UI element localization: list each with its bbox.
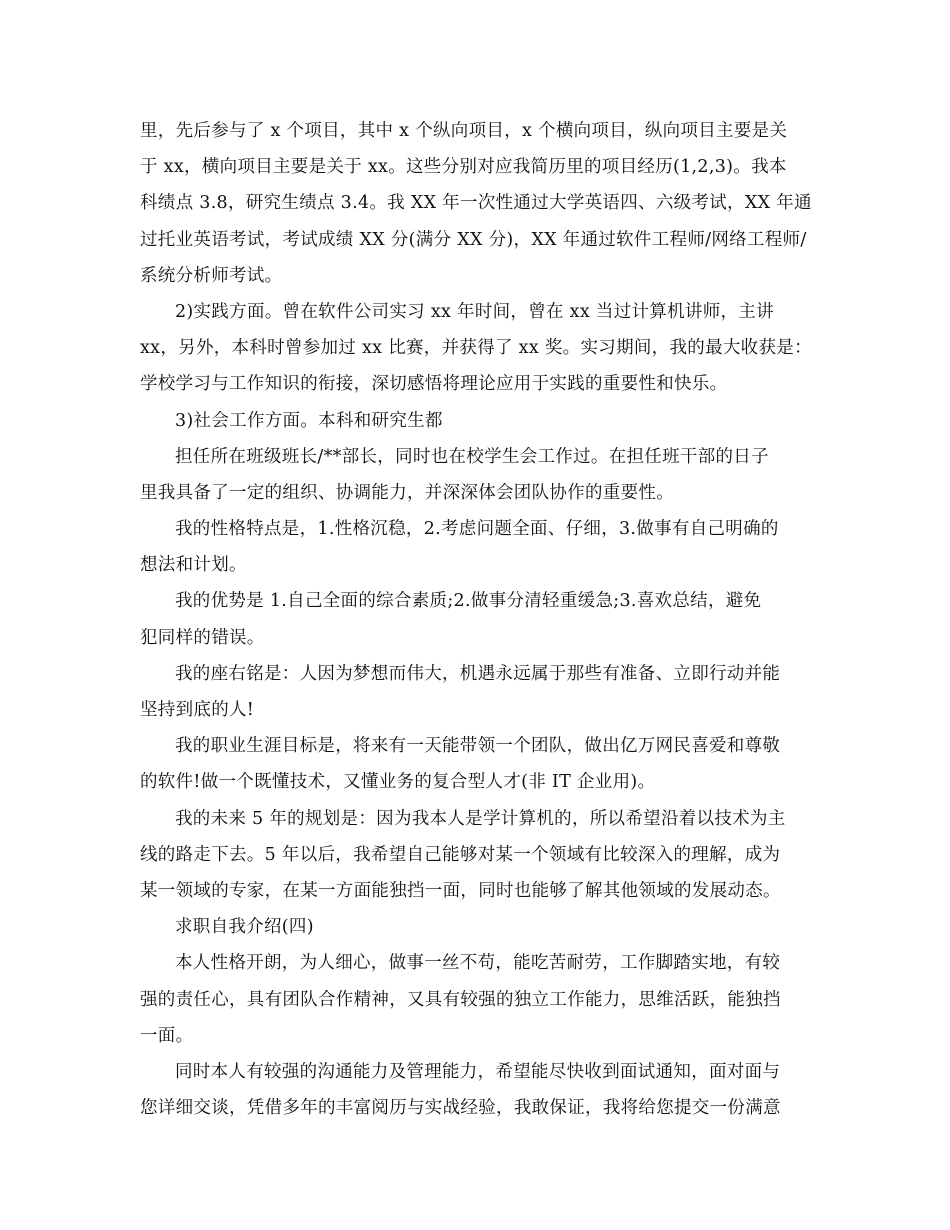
text-line: 我的性格特点是，1.性格沉稳，2.考虑问题全面、仔细，3.做事有自己明确的 — [175, 519, 779, 540]
text-line: 某一领域的专家，在某一方面能独挡一面，同时也能够了解其他领域的发展动态。 — [140, 880, 781, 901]
text-line: 担任所在班级班长/**部长，同时也在校学生会工作过。在担任班干部的日子 — [175, 446, 769, 467]
text-line: 我的座右铭是：人因为梦想而伟大，机遇永远属于那些有准备、立即行动并能 — [175, 663, 781, 684]
text-line: 学校学习与工作知识的衔接，深切感悟将理论应用于实践的重要性和快乐。 — [140, 374, 728, 395]
text-line: xx，另外，本科时曾参加过 xx 比赛，并获得了 xx 奖。实习期间，我的最大收获是： — [140, 338, 812, 359]
text-line: 犯同样的错误。 — [140, 627, 265, 648]
text-line: 一面。 — [140, 1025, 194, 1046]
text-line: 我的未来 5 年的规划是：因为我本人是学计算机的，所以希望沿着以技术为主 — [175, 808, 786, 829]
text-line: 您详细交谈，凭借多年的丰富阅历与实战经验，我敢保证，我将给您提交一份满意 — [140, 1098, 781, 1119]
text-line: 我的职业生涯目标是，将来有一天能带领一个团队，做出亿万网民喜爱和尊敬 — [175, 736, 781, 757]
text-line: 的软件!做一个既懂技术，又懂业务的复合型人才(非 IT 企业用)。 — [140, 772, 656, 793]
text-line: 里，先后参与了 x 个项目，其中 x 个纵向项目，x 个横向项目，纵向项目主要是关 — [140, 121, 788, 141]
text-line: 强的责任心，具有团队合作精神，又具有较强的独立工作能力，思维活跃，能独挡 — [140, 989, 781, 1010]
text-line: 求职自我介绍(四) — [175, 917, 314, 938]
text-line: 线的路走下去。5 年以后，我希望自己能够对某一个领域有比较深入的理解，成为 — [140, 844, 781, 865]
text-line: 坚持到底的人! — [140, 700, 255, 720]
text-line: 里我具备了一定的组织、协调能力，并深深体会团队协作的重要性。 — [140, 482, 674, 503]
text-line: 我的优势是 1.自己全面的综合素质;2.做事分清轻重缓急;3.喜欢总结，避免 — [175, 591, 762, 612]
text-line: 科绩点 3.8，研究生绩点 3.4。我 XX 年一次性通过大学英语四、六级考试，XX 年通 — [140, 193, 812, 214]
text-line: 本人性格开朗，为人细心，做事一丝不苟，能吃苦耐劳，工作脚踏实地，有较 — [175, 953, 781, 974]
document-body — [140, 113, 824, 1126]
text-line: 系统分析师考试。 — [140, 265, 283, 286]
text-line: 2)实践方面。曾在软件公司实习 xx 年时间，曾在 xx 当过计算机讲师，主讲 — [175, 301, 774, 322]
text-line: 于 xx，横向项目主要是关于 xx。这些分别对应我简历里的项目经历(1,2,3)。我本 — [140, 157, 787, 178]
text-line: 过托业英语考试，考试成绩 XX 分(满分 XX 分)，XX 年通过软件工程师/网络工程师/ — [140, 229, 807, 250]
text-line: 同时本人有较强的沟通能力及管理能力，希望能尽快收到面试通知，面对面与 — [175, 1061, 781, 1082]
text-line: 想法和计划。 — [140, 555, 247, 576]
text-line: 3)社会工作方面。本科和研究生都 — [175, 410, 443, 431]
